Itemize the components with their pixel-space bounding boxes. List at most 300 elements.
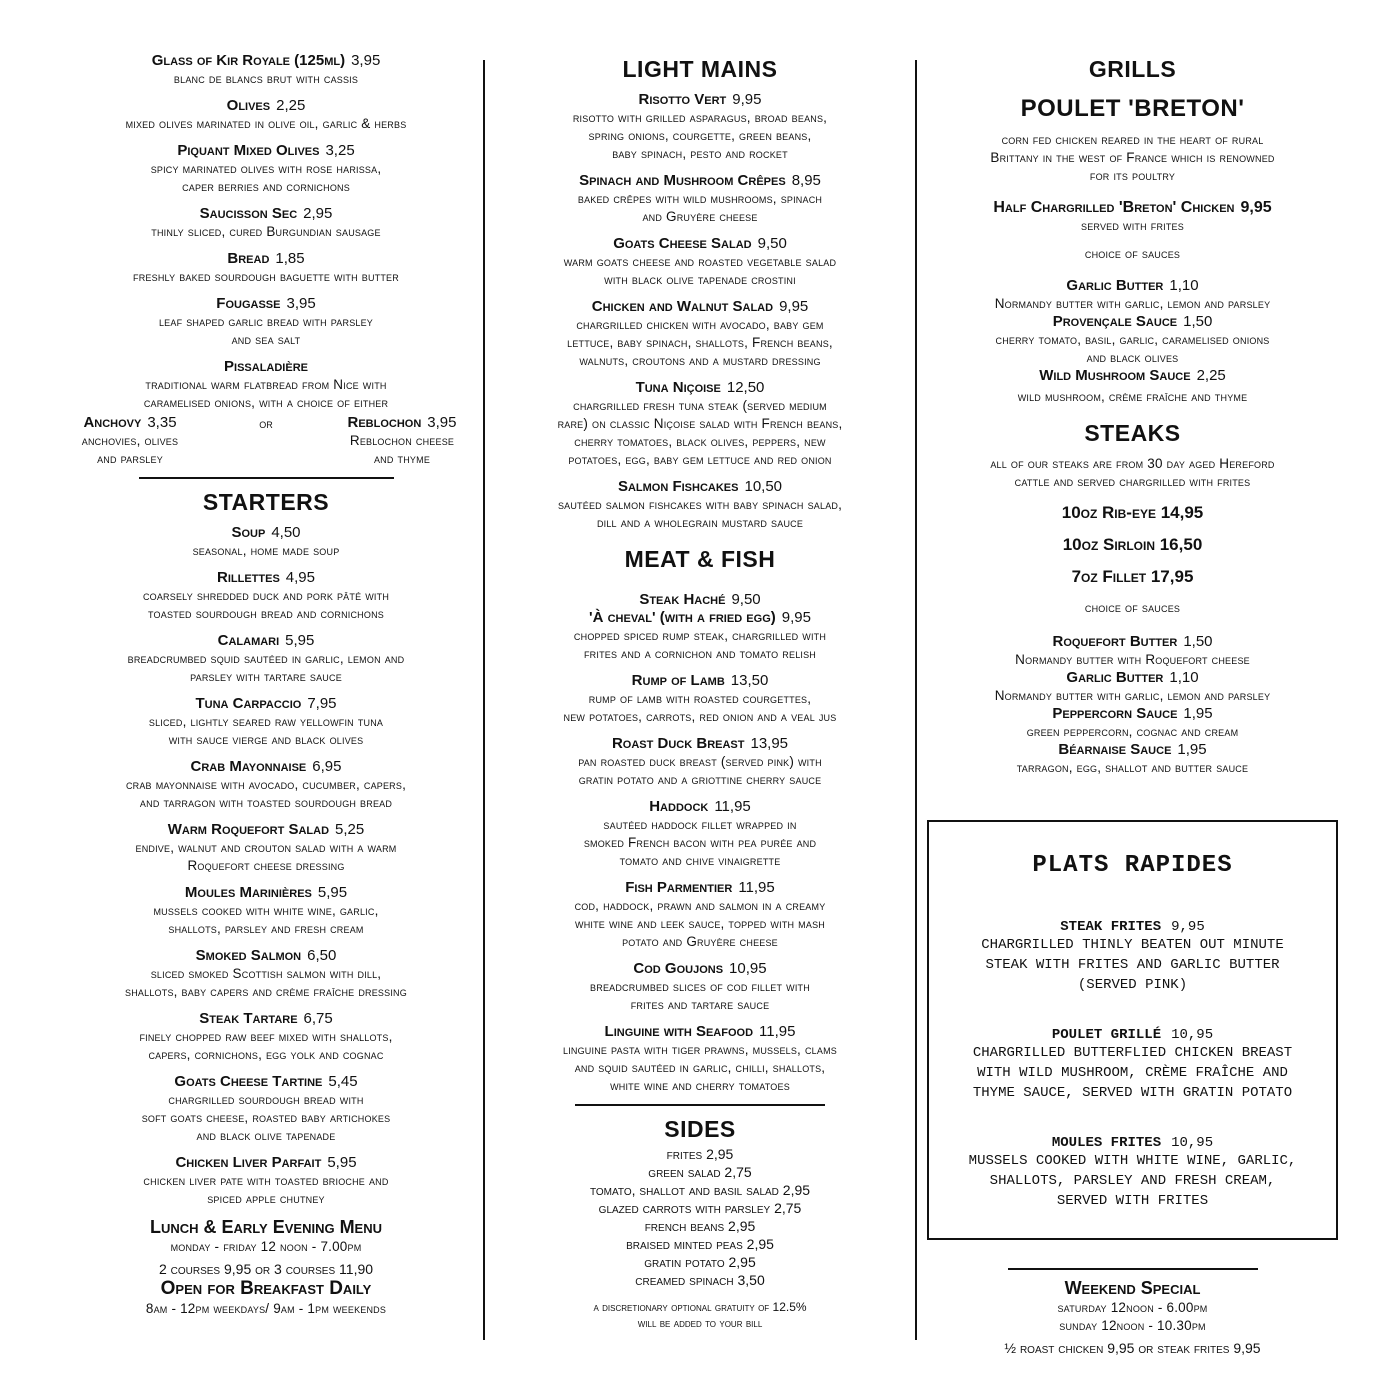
gratuity-note xyxy=(490,1299,910,1331)
menu-item xyxy=(490,172,910,226)
sauce-price: 1,95 xyxy=(1183,705,1213,722)
menu-item-desc: chicken liver pate with toasted brioche and xyxy=(143,1173,389,1188)
menu-item-price: 13,50 xyxy=(730,672,769,689)
menu-item-price: 5,95 xyxy=(285,632,315,649)
rapide-heading xyxy=(929,1025,1336,1043)
weekend-hours: saturday 12noon - 6.00pm xyxy=(1057,1300,1208,1315)
menu-item-price: 5,95 xyxy=(317,884,348,901)
menu-item-heading xyxy=(55,632,477,650)
section-divider xyxy=(139,477,394,479)
side-item: creamed spinach 3,50 xyxy=(635,1272,765,1288)
menu-item xyxy=(55,142,477,196)
menu-item-name: Fougasse xyxy=(216,295,281,312)
menu-item-name: Olives xyxy=(226,97,271,114)
menu-item xyxy=(490,960,910,1014)
menu-item-heading xyxy=(55,295,477,313)
steak-item: 10oz Rib-eye 14,95 xyxy=(1061,503,1204,522)
menu-item-heading xyxy=(490,235,910,253)
menu-item-desc: spiced apple chutney xyxy=(207,1191,325,1206)
choice-of-sauces: choice of sauces xyxy=(1084,600,1181,615)
menu-item-desc: risotto with grilled asparagus, broad beans, xyxy=(572,110,828,125)
chicken-sauces-list xyxy=(925,277,1340,406)
menu-item-name: Moules Marinières xyxy=(184,884,312,901)
menu-item-desc: soft goats cheese, roasted baby artichokes xyxy=(141,1110,391,1125)
gratuity-line: a discretionary optional gratuity of 12.5% xyxy=(593,1300,807,1314)
rapide-name: STEAK FRITES xyxy=(1060,919,1162,935)
sauce-name: Roquefort Butter xyxy=(1052,633,1178,650)
menu-item-heading xyxy=(55,52,477,70)
menu-item-desc: cherry tomatoes, black olives, peppers, new xyxy=(574,434,826,449)
menu-item-desc: caramelised onions, with a choice of either xyxy=(143,395,389,410)
menu-item-name: Saucisson Sec xyxy=(199,205,298,222)
grills-heading: GRILLS xyxy=(1088,56,1177,82)
menu-item-name: Haddock xyxy=(649,798,709,815)
reblochon-option xyxy=(327,414,477,468)
steak-sauces-list xyxy=(925,633,1340,777)
menu-item-heading xyxy=(55,250,477,268)
menu-item-desc: breadcrumbed slices of cod fillet with xyxy=(590,979,810,994)
menu-item-heading xyxy=(55,205,477,223)
menu-item-name: Warm Roquefort Salad xyxy=(167,821,330,838)
weekend-special xyxy=(925,1268,1340,1357)
sauce-item xyxy=(925,705,1340,741)
menu-item-price: 9,95 xyxy=(779,298,809,315)
menu-item-desc: chargrilled sourdough bread with xyxy=(168,1092,364,1107)
sauce-heading xyxy=(925,741,1340,759)
starters-list xyxy=(55,524,477,1208)
steaks-desc: all of our steaks are from 30 day aged Hereford xyxy=(990,456,1275,471)
menu-item-desc: chopped spiced rump steak, chargrilled with xyxy=(573,628,827,643)
menu-item-desc: gratin potato and a griottine cherry sauce xyxy=(578,772,822,787)
option-desc: anchovies, olives xyxy=(81,433,179,448)
menu-item-desc: caper berries and cornichons xyxy=(182,179,350,194)
menu-item-price: 11,95 xyxy=(714,798,751,815)
menu-item-desc: leaf shaped garlic bread with parsley xyxy=(158,314,374,329)
menu-item-desc: mixed olives marinated in olive oil, garlic & herbs xyxy=(125,116,407,131)
menu-item-name: Rillettes xyxy=(217,569,280,586)
side-item: tomato, shallot and basil salad 2,95 xyxy=(589,1182,811,1198)
menu-item-desc: chargrilled fresh tuna steak (served medium xyxy=(573,398,827,413)
menu-item-name: Salmon Fishcakes xyxy=(617,478,739,495)
option-name: Anchovy xyxy=(83,414,142,431)
menu-item-name: Tuna Carpaccio xyxy=(195,695,302,712)
menu-item-price: 6,75 xyxy=(303,1010,333,1027)
menu-item-desc: thinly sliced, cured Burgundian sausage xyxy=(151,224,381,239)
menu-item-heading xyxy=(55,97,477,115)
sauce-desc: cherry tomato, basil, garlic, caramelised onions xyxy=(995,332,1270,347)
menu-item-heading xyxy=(55,524,477,542)
menu-item-desc: tomato and chive vinaigrette xyxy=(619,853,781,868)
menu-column-left xyxy=(55,52,477,1318)
choice-of-sauces: choice of sauces xyxy=(1084,246,1181,261)
sauce-desc: green peppercorn, cognac and cream xyxy=(1026,724,1239,739)
menu-item-desc: coarsely shredded duck and pork pâté with xyxy=(142,588,390,603)
menu-item-price: 5,45 xyxy=(328,1073,358,1090)
menu-item-heading xyxy=(490,91,910,109)
menu-item-desc: and black olive tapenade xyxy=(196,1128,336,1143)
menu-item-heading xyxy=(490,798,910,816)
sauce-heading xyxy=(925,367,1340,385)
menu-item-name: Half Chargrilled 'Breton' Chicken xyxy=(993,199,1235,216)
light-mains-list xyxy=(490,91,910,532)
sauce-desc: Normandy butter with Roquefort cheese xyxy=(1015,652,1250,667)
menu-item-desc: sliced smoked Scottish salmon with dill, xyxy=(150,966,382,981)
rapide-desc: MUSSELS COOKED WITH WHITE WINE, GARLIC, xyxy=(968,1153,1297,1169)
sauce-item xyxy=(925,741,1340,777)
rapide-heading xyxy=(929,917,1336,935)
rapide-heading xyxy=(929,1133,1336,1151)
menu-item-price: 8,95 xyxy=(791,172,821,189)
menu-item-desc: smoked French bacon with pea purée and xyxy=(583,835,817,850)
pissaladiere-choices xyxy=(55,414,477,468)
plats-rapides-title: PLATS RAPIDES xyxy=(1032,852,1233,879)
breakfast-title: Open for Breakfast Daily xyxy=(160,1278,372,1299)
menu-item-name: Spinach and Mushroom Crêpes xyxy=(579,172,786,189)
menu-item-heading xyxy=(55,947,477,965)
rapide-desc: SERVED WITH FRITES xyxy=(1056,1193,1209,1209)
menu-item-heading xyxy=(490,298,910,316)
sauce-heading xyxy=(925,277,1340,295)
menu-item-heading xyxy=(55,142,477,160)
menu-item-price: 4,95 xyxy=(285,569,315,586)
sauce-item xyxy=(925,633,1340,669)
sauce-item xyxy=(925,367,1340,406)
lunch-menu-prices: 2 courses 9,95 or 3 courses 11,90 xyxy=(158,1261,374,1277)
menu-item xyxy=(55,1154,477,1208)
sauce-price: 1,10 xyxy=(1169,669,1199,686)
menu-item-price: 9,95 xyxy=(732,91,762,108)
menu-item xyxy=(490,672,910,726)
rapide-name: POULET GRILLÉ xyxy=(1051,1027,1162,1043)
menu-item-desc: frites and tartare sauce xyxy=(630,997,770,1012)
menu-item-name: Smoked Salmon xyxy=(195,947,302,964)
menu-item-name: Rump of Lamb xyxy=(631,672,725,689)
menu-item-desc: Brittany in the west of France which is renowned xyxy=(990,150,1275,165)
menu-item-name: Glass of Kir Royale (125ml) xyxy=(151,52,346,69)
menu-item-name: Bread xyxy=(227,250,270,267)
menu-item-desc: freshly baked sourdough baguette with butter xyxy=(133,269,399,284)
menu-item-name: Crab Mayonnaise xyxy=(190,758,307,775)
menu-item xyxy=(55,1073,477,1145)
menu-item-desc: with sauce vierge and black olives xyxy=(168,732,364,747)
menu-item xyxy=(55,205,477,241)
sauce-name: Garlic Butter xyxy=(1066,669,1164,686)
option-price: 3,95 xyxy=(427,414,457,431)
menu-item xyxy=(55,1010,477,1064)
sauce-heading xyxy=(925,633,1340,651)
menu-item-desc: sautéed haddock fillet wrapped in xyxy=(603,817,797,832)
menu-item-desc: potatoes, egg, baby gem lettuce and red onion xyxy=(568,452,832,467)
column-divider-left xyxy=(483,60,485,1340)
rapide-desc: SHALLOTS, PARSLEY AND FRESH CREAM, xyxy=(989,1173,1276,1189)
menu-item-heading xyxy=(490,379,910,397)
menu-item-desc: spring onions, courgette, green beans, xyxy=(588,128,812,143)
sauce-name: Garlic Butter xyxy=(1066,277,1164,294)
option-desc: and parsley xyxy=(97,451,163,466)
lunch-menu-title: Lunch & Early Evening Menu xyxy=(149,1217,383,1237)
menu-item-desc: spicy marinated olives with rose harissa, xyxy=(150,161,382,176)
menu-item-price: 3,95 xyxy=(351,52,381,69)
menu-item-name: Linguine with Seafood xyxy=(604,1023,754,1040)
menu-item xyxy=(490,235,910,289)
gratuity-line: will be added to your bill xyxy=(637,1316,763,1330)
menu-item-desc: linguine pasta with tiger prawns, mussels, clams xyxy=(563,1042,837,1057)
menu-item-heading xyxy=(490,879,910,897)
menu-item xyxy=(55,632,477,686)
column-divider-right xyxy=(915,60,917,1340)
sauce-heading xyxy=(925,313,1340,331)
section-divider xyxy=(575,1104,825,1106)
steak-item: 10oz Sirloin 16,50 xyxy=(1062,535,1203,554)
menu-item-name: Piquant Mixed Olives xyxy=(177,142,320,159)
menu-item-desc: capers, cornichons, egg yolk and cognac xyxy=(148,1047,384,1062)
menu-item-desc: baked crêpes with wild mushrooms, spinach xyxy=(577,191,823,206)
menu-item xyxy=(55,569,477,623)
sauce-price: 1,50 xyxy=(1183,633,1213,650)
lunch-menu-hours: monday - friday 12 noon - 7.00pm xyxy=(170,1239,362,1254)
menu-item-name: Chicken Liver Parfait xyxy=(175,1154,322,1171)
menu-item-desc: walnuts, croutons and a mustard dressing xyxy=(579,353,821,368)
sauce-item xyxy=(925,313,1340,367)
sauce-desc: Normandy butter with garlic, lemon and parsley xyxy=(994,296,1271,311)
menu-item xyxy=(490,379,910,469)
menu-item-name: Steak Haché xyxy=(639,591,726,608)
menu-item-desc: breadcrumbed squid sautéed in garlic, lemon and xyxy=(127,651,405,666)
rapide-desc: STEAK WITH FRITES AND GARLIC BUTTER xyxy=(985,957,1280,973)
rapide-item xyxy=(929,1025,1336,1103)
menu-column-right xyxy=(925,50,1340,777)
menu-item-heading xyxy=(55,1010,477,1028)
option-name: Reblochon xyxy=(347,414,422,431)
sides-list xyxy=(490,1145,910,1289)
menu-item-desc: and sea salt xyxy=(231,332,301,347)
menu-item-desc: white wine and cherry tomatoes xyxy=(610,1078,790,1093)
menu-item-desc: rump of lamb with roasted courgettes, xyxy=(588,691,812,706)
menu-item-heading xyxy=(55,695,477,713)
poulet-breton-heading: POULET 'BRETON' xyxy=(1020,95,1245,122)
meat-fish-list xyxy=(490,672,910,1095)
menu-item xyxy=(55,295,477,349)
menu-item xyxy=(490,879,910,951)
menu-item-heading xyxy=(490,672,910,690)
menu-item-desc: new potatoes, carrots, red onion and a veal jus xyxy=(563,709,837,724)
menu-item-desc: shallots, parsley and fresh cream xyxy=(168,921,364,936)
half-chicken-item xyxy=(925,199,1340,235)
menu-item-desc: baby spinach, pesto and rocket xyxy=(612,146,788,161)
steaks-list xyxy=(925,503,1340,587)
sauce-price: 2,25 xyxy=(1196,367,1226,384)
menu-item-price: 1,85 xyxy=(275,250,305,267)
menu-item-name: Calamari xyxy=(217,632,280,649)
sauce-item xyxy=(925,277,1340,313)
menu-item-heading xyxy=(490,960,910,978)
rapide-desc: THYME SAUCE, SERVED WITH GRATIN POTATO xyxy=(972,1085,1293,1101)
menu-item-name: 'À cheval' (with a fried egg) xyxy=(589,609,776,626)
menu-item-heading xyxy=(490,735,910,753)
rapide-price: 10,95 xyxy=(1171,1027,1214,1043)
steak-hache-item xyxy=(490,591,910,663)
sauce-price: 1,95 xyxy=(1177,741,1207,758)
menu-item-desc: finely chopped raw beef mixed with shallots, xyxy=(139,1029,393,1044)
anchovy-option xyxy=(55,414,205,468)
menu-item-desc: warm goats cheese and roasted vegetable salad xyxy=(563,254,837,269)
menu-item-desc: crab mayonnaise with avocado, cucumber, capers, xyxy=(125,777,407,792)
menu-item-name: Pissaladière xyxy=(224,358,308,375)
aperitifs-list xyxy=(55,52,477,349)
side-item: frites 2,95 xyxy=(666,1146,734,1162)
menu-item-desc: Roquefort cheese dressing xyxy=(187,858,345,873)
menu-item-price: 3,25 xyxy=(325,142,355,159)
menu-item-desc: potato and Gruyère cheese xyxy=(622,934,778,949)
menu-item-heading xyxy=(490,172,910,190)
menu-item-desc: for its poultry xyxy=(1089,168,1176,183)
option-desc: Reblochon cheese xyxy=(349,433,455,448)
menu-item-price: 5,25 xyxy=(335,821,365,838)
light-mains-heading: LIGHT MAINS xyxy=(622,56,778,82)
rapide-price: 10,95 xyxy=(1171,1135,1214,1151)
menu-item-price: 2,95 xyxy=(303,205,333,222)
option-price: 3,35 xyxy=(147,414,177,431)
menu-item-name: Tuna Niçoise xyxy=(635,379,721,396)
menu-item xyxy=(55,947,477,1001)
menu-item-price: 10,95 xyxy=(729,960,767,977)
weekend-title: Weekend Special xyxy=(1064,1278,1201,1298)
menu-item-desc: blanc de blancs brut with cassis xyxy=(173,71,359,86)
menu-item-desc: and tarragon with toasted sourdough bread xyxy=(139,795,393,810)
menu-item-heading xyxy=(490,1023,910,1041)
sauce-price: 1,50 xyxy=(1183,313,1213,330)
steaks-desc: cattle and served chargrilled with frites xyxy=(1014,474,1251,489)
menu-item-heading xyxy=(55,569,477,587)
menu-item-desc: dill and a wholegrain mustard sauce xyxy=(596,515,804,530)
sauce-name: Peppercorn Sauce xyxy=(1052,705,1178,722)
menu-column-middle xyxy=(490,50,910,1331)
side-item: gratin potato 2,95 xyxy=(644,1254,756,1270)
menu-item-heading xyxy=(55,758,477,776)
menu-item-price: 10,50 xyxy=(744,478,783,495)
menu-item-heading xyxy=(490,478,910,496)
menu-item-price: 9,50 xyxy=(757,235,787,252)
menu-item-desc: cod, haddock, prawn and salmon in a creamy xyxy=(574,898,826,913)
menu-item-desc: with black olive tapenade crostini xyxy=(604,272,796,287)
menu-item-desc: and Gruyère cheese xyxy=(642,209,758,224)
rapide-desc: CHARGRILLED THINLY BEATEN OUT MINUTE xyxy=(981,937,1284,953)
option-desc: and thyme xyxy=(373,451,431,466)
poulet-description xyxy=(925,131,1340,185)
menu-item-price: 6,50 xyxy=(307,947,337,964)
rapide-item xyxy=(929,917,1336,995)
menu-item-desc: mussels cooked with white wine, garlic, xyxy=(153,903,379,918)
menu-item-desc: white wine and leek sauce, topped with mash xyxy=(575,916,825,931)
menu-item-desc: sliced, lightly seared raw yellowfin tuna xyxy=(148,714,384,729)
menu-item-desc: lettuce, baby spinach, shallots, French beans, xyxy=(567,335,833,350)
plats-rapides-box xyxy=(927,820,1338,1240)
menu-item xyxy=(55,884,477,938)
steaks-heading: STEAKS xyxy=(1084,420,1181,446)
breakfast-hours: 8am - 12pm weekdays/ 9am - 1pm weekends xyxy=(145,1301,387,1316)
side-item: french beans 2,95 xyxy=(644,1218,756,1234)
starters-heading: STARTERS xyxy=(202,489,330,515)
menu-item xyxy=(490,298,910,370)
rapide-desc: WITH WILD MUSHROOM, CRÈME FRAÎCHE AND xyxy=(977,1065,1288,1081)
weekend-hours: sunday 12noon - 10.30pm xyxy=(1059,1318,1206,1333)
section-divider xyxy=(1008,1268,1258,1270)
menu-item-price: 9,95 xyxy=(1240,199,1272,216)
menu-item xyxy=(490,478,910,532)
sauce-price: 1,10 xyxy=(1169,277,1199,294)
rapide-name: MOULES FRITES xyxy=(1051,1135,1162,1151)
menu-item-heading xyxy=(55,1073,477,1091)
menu-item-desc: sautéed salmon fishcakes with baby spinach salad, xyxy=(557,497,843,512)
rapide-desc: (SERVED PINK) xyxy=(1077,977,1188,993)
sauce-item xyxy=(925,669,1340,705)
sauce-desc: Normandy butter with garlic, lemon and parsley xyxy=(994,688,1271,703)
menu-item-desc: pan roasted duck breast (served pink) with xyxy=(578,754,822,769)
menu-item xyxy=(55,821,477,875)
sauce-name: Béarnaise Sauce xyxy=(1058,741,1172,758)
or-text: or xyxy=(259,416,273,431)
menu-item-desc: and squid sautéed in garlic, chilli, shallots, xyxy=(574,1060,826,1075)
menu-item xyxy=(490,1023,910,1095)
menu-item-desc: corn fed chicken reared in the heart of rural xyxy=(1001,132,1264,147)
menu-item-price: 6,95 xyxy=(312,758,342,775)
menu-item-price: 4,50 xyxy=(271,524,301,541)
sauce-heading xyxy=(925,669,1340,687)
menu-item-name: Goats Cheese Tartine xyxy=(174,1073,323,1090)
menu-item-desc: traditional warm flatbread from Nice with xyxy=(145,377,387,392)
menu-item-price: 2,25 xyxy=(276,97,306,114)
menu-item-name: Fish Parmentier xyxy=(625,879,733,896)
menu-item-price: 9,95 xyxy=(781,609,811,626)
menu-item-heading xyxy=(55,1154,477,1172)
sauce-desc: and black olives xyxy=(1086,350,1179,365)
menu-item-price: 12,50 xyxy=(726,379,765,396)
menu-item-desc: parsley with tartare sauce xyxy=(190,669,342,684)
menu-item-desc: shallots, baby capers and crème fraîche dressing xyxy=(125,984,407,999)
menu-item xyxy=(55,250,477,286)
menu-item-desc: served with frites xyxy=(1081,218,1184,233)
menu-item-name: Risotto Vert xyxy=(638,91,727,108)
sauce-name: Provençale Sauce xyxy=(1052,313,1178,330)
side-item: braised minted peas 2,95 xyxy=(626,1236,774,1252)
sauce-name: Wild Mushroom Sauce xyxy=(1039,367,1191,384)
sauce-desc: tarragon, egg, shallot and butter sauce xyxy=(1016,760,1249,775)
menu-item-desc: endive, walnut and crouton salad with a warm xyxy=(135,840,397,855)
rapide-desc: CHARGRILLED BUTTERFLIED CHICKEN BREAST xyxy=(972,1045,1293,1061)
menu-item-price: 9,50 xyxy=(731,591,761,608)
menu-item-desc: chargrilled chicken with avocado, baby gem xyxy=(576,317,824,332)
weekend-offer: ½ roast chicken 9,95 or steak frites 9,95 xyxy=(1004,1340,1261,1356)
menu-item xyxy=(55,695,477,749)
menu-item-price: 5,95 xyxy=(327,1154,357,1171)
side-item: glazed carrots with parsley 2,75 xyxy=(598,1200,802,1216)
menu-item-desc: toasted sourdough bread and cornichons xyxy=(148,606,384,621)
menu-item-price: 13,95 xyxy=(750,735,789,752)
menu-item xyxy=(55,97,477,133)
menu-item xyxy=(55,52,477,88)
menu-item-price: 3,95 xyxy=(286,295,316,312)
sauce-desc: wild mushroom, crème fraîche and thyme xyxy=(1017,389,1248,404)
menu-item-desc: seasonal, home made soup xyxy=(192,543,340,558)
menu-item xyxy=(490,798,910,870)
menu-item-price: 11,95 xyxy=(738,879,775,896)
menu-item xyxy=(490,735,910,789)
menu-item-price: 7,95 xyxy=(307,695,337,712)
menu-item-name: Goats Cheese Salad xyxy=(613,235,752,252)
meat-fish-heading: MEAT & FISH xyxy=(624,546,776,572)
steak-item: 7oz Fillet 17,95 xyxy=(1071,567,1194,586)
pissaladiere-item xyxy=(55,358,477,468)
